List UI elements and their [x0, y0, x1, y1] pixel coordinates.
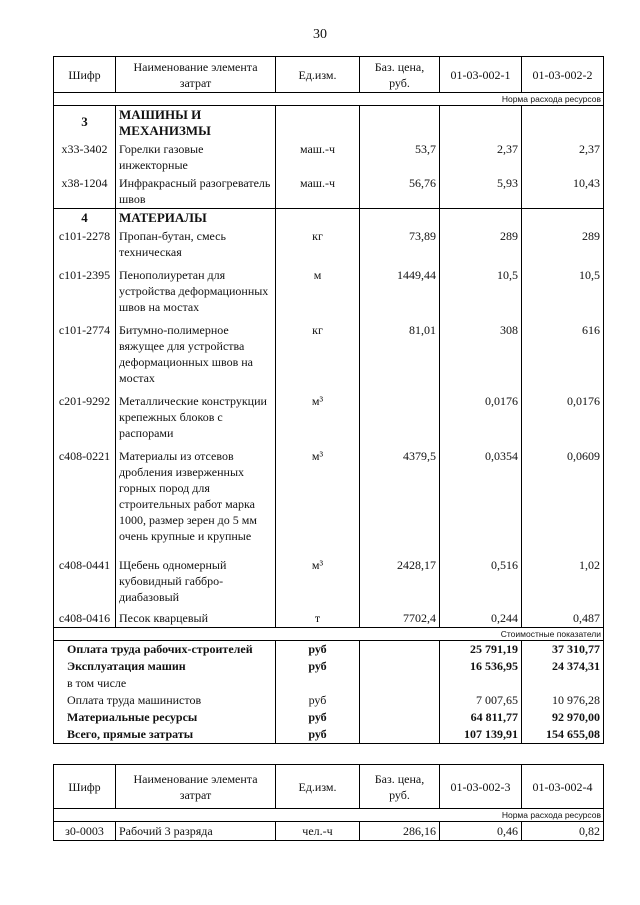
- cost-row: [54, 726, 604, 744]
- header-col2: 01-03-002-2: [522, 57, 604, 93]
- header-col1: 01-03-002-3: [440, 765, 522, 809]
- row-code: с408-0416: [54, 606, 116, 628]
- cost-row: [54, 709, 604, 726]
- cost-row-unit: руб: [276, 641, 360, 659]
- section-row: [54, 106, 604, 141]
- table-row: [54, 174, 604, 209]
- row-price: 53,7: [360, 140, 440, 174]
- resource-table-1: [53, 56, 604, 744]
- section-title: МАШИНЫ И МЕХАНИЗМЫ: [116, 106, 276, 141]
- row-name: Инфракрасный разогреватель швов: [116, 174, 276, 209]
- cost-row: [54, 658, 604, 675]
- row-name: Щебень одномерный кубовидный габбро-диабазовый: [116, 545, 276, 606]
- table-row: [54, 316, 604, 387]
- header-col2: 01-03-002-4: [522, 765, 604, 809]
- row-value-1: 0,0176: [440, 387, 522, 442]
- row-code: з0-0003: [54, 822, 116, 841]
- row-value-1: 289: [440, 227, 522, 261]
- row-price: 7702,4: [360, 606, 440, 628]
- row-price: 2428,17: [360, 545, 440, 606]
- row-price: 4379,5: [360, 442, 440, 545]
- row-value-2: 1,02: [522, 545, 604, 606]
- row-value-1: 0,516: [440, 545, 522, 606]
- table-row: [54, 387, 604, 442]
- row-unit: т: [276, 606, 360, 628]
- cost-row-unit: [276, 675, 360, 692]
- cost-row-value-2: 37 310,77: [522, 641, 604, 659]
- row-code: х38-1204: [54, 174, 116, 209]
- norm-label: Норма расхода ресурсов: [54, 93, 604, 106]
- resource-table-2: [53, 764, 604, 841]
- table-header: [54, 765, 604, 809]
- norm-row: [54, 93, 604, 106]
- cost-row-value-1: 107 139,91: [440, 726, 522, 744]
- cost-row-value-2: 24 374,31: [522, 658, 604, 675]
- cost-row-value-1: 64 811,77: [440, 709, 522, 726]
- header-code: Шифр: [54, 57, 116, 93]
- row-code: с101-2278: [54, 227, 116, 261]
- row-value-2: 0,0176: [522, 387, 604, 442]
- cost-row-value-1: 25 791,19: [440, 641, 522, 659]
- table-row: [54, 442, 604, 545]
- row-value-1: 0,244: [440, 606, 522, 628]
- cost-row-value-2: [522, 675, 604, 692]
- cost-row-value-2: 154 655,08: [522, 726, 604, 744]
- row-name: Рабочий 3 разряда: [116, 822, 276, 841]
- section-row: [54, 209, 604, 228]
- cost-row-value-1: 7 007,65: [440, 692, 522, 709]
- header-unit: Ед.изм.: [276, 57, 360, 93]
- row-name: Горелки газовые инжекторные: [116, 140, 276, 174]
- row-unit: м³: [276, 387, 360, 442]
- row-code: с408-0441: [54, 545, 116, 606]
- cost-row-label: Эксплуатация машин: [54, 658, 276, 675]
- table-row: [54, 606, 604, 628]
- header-col1: 01-03-002-1: [440, 57, 522, 93]
- cost-row-value-2: 92 970,00: [522, 709, 604, 726]
- row-unit: м³: [276, 442, 360, 545]
- section-title: МАТЕРИАЛЫ: [116, 209, 276, 228]
- row-price: [360, 387, 440, 442]
- row-price: 73,89: [360, 227, 440, 261]
- row-price: 1449,44: [360, 261, 440, 316]
- cost-label: Стоимостные показатели: [54, 628, 604, 641]
- row-code: с408-0221: [54, 442, 116, 545]
- cost-row: [54, 675, 604, 692]
- cost-row-label: Материальные ресурсы: [54, 709, 276, 726]
- row-value-1: 0,0354: [440, 442, 522, 545]
- cost-row-label: Оплата труда машинистов: [54, 692, 276, 709]
- cost-row-unit: руб: [276, 658, 360, 675]
- cost-row: [54, 692, 604, 709]
- row-value-2: 0,82: [522, 822, 604, 841]
- section-number: 3: [54, 106, 116, 141]
- row-name: Песок кварцевый: [116, 606, 276, 628]
- table-row: [54, 545, 604, 606]
- row-price: 286,16: [360, 822, 440, 841]
- row-unit: маш.-ч: [276, 140, 360, 174]
- cost-row-label: Оплата труда рабочих-строителей: [54, 641, 276, 659]
- row-code: с201-9292: [54, 387, 116, 442]
- norm-label: Норма расхода ресурсов: [54, 809, 604, 822]
- row-name: Материалы из отсевов дробления изверженных горных пород для строительных работ марка 1000, размер зерен до 5 мм очень крупные и крупные: [116, 442, 276, 545]
- row-unit: м: [276, 261, 360, 316]
- table-header: [54, 57, 604, 93]
- row-name: Битумно-полимерное вяжущее для устройства деформационных швов на мостах: [116, 316, 276, 387]
- cost-row: [54, 641, 604, 659]
- row-unit: кг: [276, 316, 360, 387]
- cost-row-unit: руб: [276, 726, 360, 744]
- row-code: х33-3402: [54, 140, 116, 174]
- row-name: Пропан-бутан, смесь техническая: [116, 227, 276, 261]
- header-unit: Ед.изм.: [276, 765, 360, 809]
- row-value-2: 2,37: [522, 140, 604, 174]
- norm-row: [54, 809, 604, 822]
- row-value-2: 0,487: [522, 606, 604, 628]
- header-price: Баз. цена, руб.: [360, 57, 440, 93]
- row-value-1: 308: [440, 316, 522, 387]
- row-code: с101-2395: [54, 261, 116, 316]
- cost-row-value-1: 16 536,95: [440, 658, 522, 675]
- cost-row-value-1: [440, 675, 522, 692]
- row-value-1: 2,37: [440, 140, 522, 174]
- section-number: 4: [54, 209, 116, 228]
- cost-row-value-2: 10 976,28: [522, 692, 604, 709]
- row-value-1: 0,46: [440, 822, 522, 841]
- header-code: Шифр: [54, 765, 116, 809]
- table-row: [54, 140, 604, 174]
- row-name: Металлические конструкции крепежных блоков с распорами: [116, 387, 276, 442]
- row-code: с101-2774: [54, 316, 116, 387]
- header-price: Баз. цена, руб.: [360, 765, 440, 809]
- row-value-2: 616: [522, 316, 604, 387]
- row-unit: чел.-ч: [276, 822, 360, 841]
- row-price: 56,76: [360, 174, 440, 209]
- row-value-1: 5,93: [440, 174, 522, 209]
- cost-row-label: в том числе: [54, 675, 276, 692]
- row-unit: маш.-ч: [276, 174, 360, 209]
- row-value-2: 0,0609: [522, 442, 604, 545]
- cost-row-label: Всего, прямые затраты: [54, 726, 276, 744]
- row-value-2: 10,43: [522, 174, 604, 209]
- table-row: [54, 822, 604, 841]
- cost-header-row: [54, 628, 604, 641]
- table-row: [54, 261, 604, 316]
- cost-row-unit: руб: [276, 692, 360, 709]
- row-value-2: 10,5: [522, 261, 604, 316]
- header-name: Наименование элемента затрат: [116, 765, 276, 809]
- row-name: Пенополиуретан для устройства деформационных швов на мостах: [116, 261, 276, 316]
- page-number: 30: [313, 27, 327, 42]
- row-value-1: 10,5: [440, 261, 522, 316]
- row-unit: м³: [276, 545, 360, 606]
- header-name: Наименование элемента затрат: [116, 57, 276, 93]
- row-price: 81,01: [360, 316, 440, 387]
- table-row: [54, 227, 604, 261]
- cost-row-unit: руб: [276, 709, 360, 726]
- row-value-2: 289: [522, 227, 604, 261]
- row-unit: кг: [276, 227, 360, 261]
